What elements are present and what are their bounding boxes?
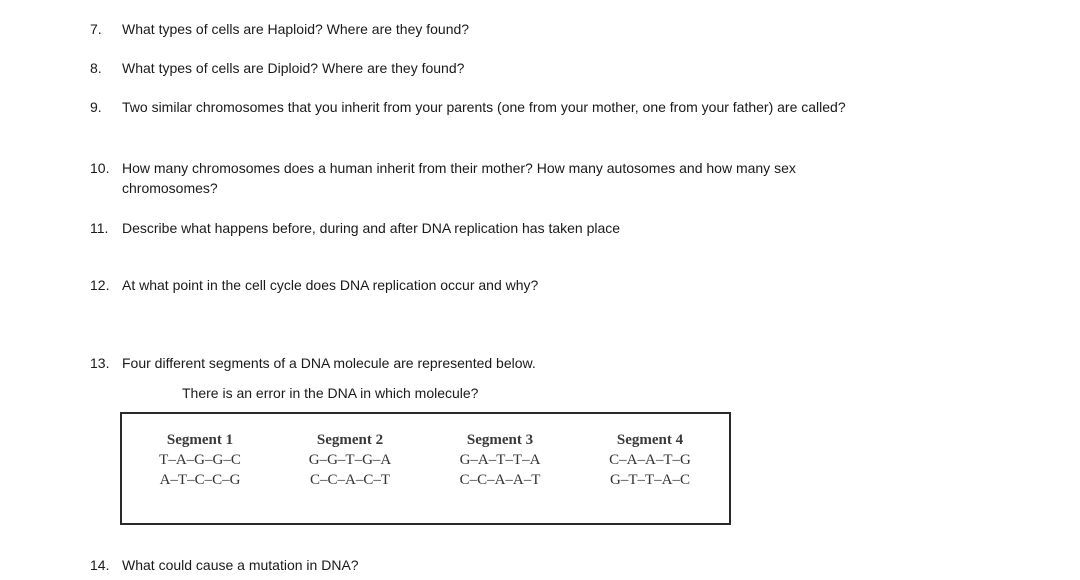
segment-4: [590, 430, 710, 490]
segment-title: Segment 3: [466, 432, 534, 448]
segment-strand-bottom: A–T–C–C–G: [159, 472, 241, 488]
question-text: What types of cells are Haploid? Where are they found?: [122, 21, 470, 37]
question-number: 7.: [90, 21, 102, 37]
segment-strand-top: G–G–T–G–A: [308, 452, 392, 468]
question-number: 9.: [90, 99, 102, 115]
segment-2: [290, 430, 410, 490]
segment-title: Segment 1: [166, 432, 234, 448]
question-number: 11.: [90, 220, 109, 236]
segment-strand-top: T–A–G–G–C: [159, 452, 241, 468]
segment-strand-bottom: G–T–T–A–C: [610, 472, 690, 488]
question-text: Describe what happens before, during and after DNA replication has taken place: [122, 220, 621, 236]
segment-title: Segment 2: [316, 432, 384, 448]
segment-1: [140, 430, 260, 490]
question-number: 10.: [90, 160, 110, 176]
question-text: Four different segments of a DNA molecule are represented below.: [122, 355, 536, 371]
question-number: 12.: [90, 277, 110, 293]
question-text-line2: chromosomes?: [122, 180, 218, 196]
question-number: 13.: [90, 355, 110, 371]
question-number: 14.: [90, 557, 110, 573]
question-text: What could cause a mutation in DNA?: [122, 557, 359, 573]
question-text: What types of cells are Diploid? Where are they found?: [122, 60, 465, 76]
segment-3: [440, 430, 560, 490]
segment-strand-bottom: C–C–A–C–T: [309, 472, 390, 488]
question-text-line1: How many chromosomes does a human inherit from their mother? How many autosomes and how many sex: [122, 160, 796, 176]
segment-strand-top: C–A–A–T–G: [609, 452, 691, 468]
segment-title: Segment 4: [616, 432, 684, 448]
dna-segments-box: [120, 412, 731, 525]
segment-strand-bottom: C–C–A–A–T: [459, 472, 541, 488]
question-text: At what point in the cell cycle does DNA replication occur and why?: [122, 277, 539, 293]
segment-strand-top: G–A–T–T–A: [459, 452, 541, 468]
question-number: 8.: [90, 60, 102, 76]
question-text: Two similar chromosomes that you inherit from your parents (one from your mother, one from your father) are called?: [122, 99, 846, 115]
question-13-subtext: There is an error in the DNA in which molecule?: [182, 385, 479, 401]
